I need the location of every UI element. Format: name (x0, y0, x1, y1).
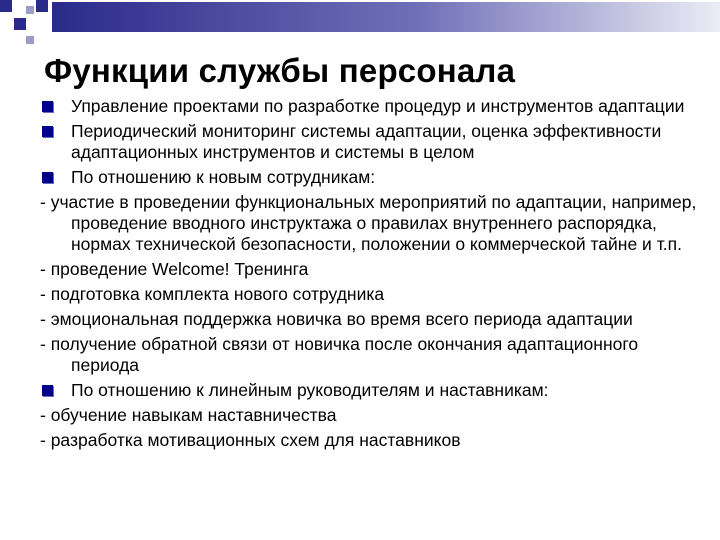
square-bullet-icon (42, 172, 53, 183)
bullet-item (40, 380, 700, 401)
dash-item: - получение обратной связи от новичка после окончания адаптационного периода (40, 334, 639, 375)
square-bullet-icon (42, 101, 53, 112)
dash-item: - обучение навыкам наставничества (40, 405, 337, 425)
bullet-text: Управление проектами по разработке процедур и инструментов адаптации (71, 96, 685, 116)
bullet-text: По отношению к новым сотрудникам: (71, 167, 376, 187)
dash-item: - участие в проведении функциональных мероприятий по адаптации, например, проведение вводного инструктажа о правилах внутреннего распорядка, нормах технической безопасности, положении о коммерческой тайне и т.п. (40, 192, 697, 254)
dash-item: - подготовка комплекта нового сотрудника (40, 284, 385, 304)
dash-item: - проведение Welcome! Тренинга (40, 259, 309, 279)
header-decoration (0, 0, 720, 60)
bullet-item (40, 167, 700, 188)
dash-item: - эмоциональная поддержка новичка во время всего периода адаптации (40, 309, 633, 329)
header-gradient-bar (52, 2, 720, 32)
bullet-item (40, 96, 700, 117)
bullet-text: Периодический мониторинг системы адаптации, оценка эффективности адаптационных инструментов и системы в целом (71, 121, 662, 162)
square-bullet-icon (42, 385, 53, 396)
dash-item: - разработка мотивационных схем для наставников (40, 430, 461, 450)
slide-title: Функции службы персонала (44, 52, 516, 89)
square-bullet-icon (42, 126, 53, 137)
bullet-item (40, 121, 700, 163)
bullet-text: По отношению к линейным руководителям и наставникам: (71, 380, 549, 400)
slide-content (40, 96, 700, 455)
